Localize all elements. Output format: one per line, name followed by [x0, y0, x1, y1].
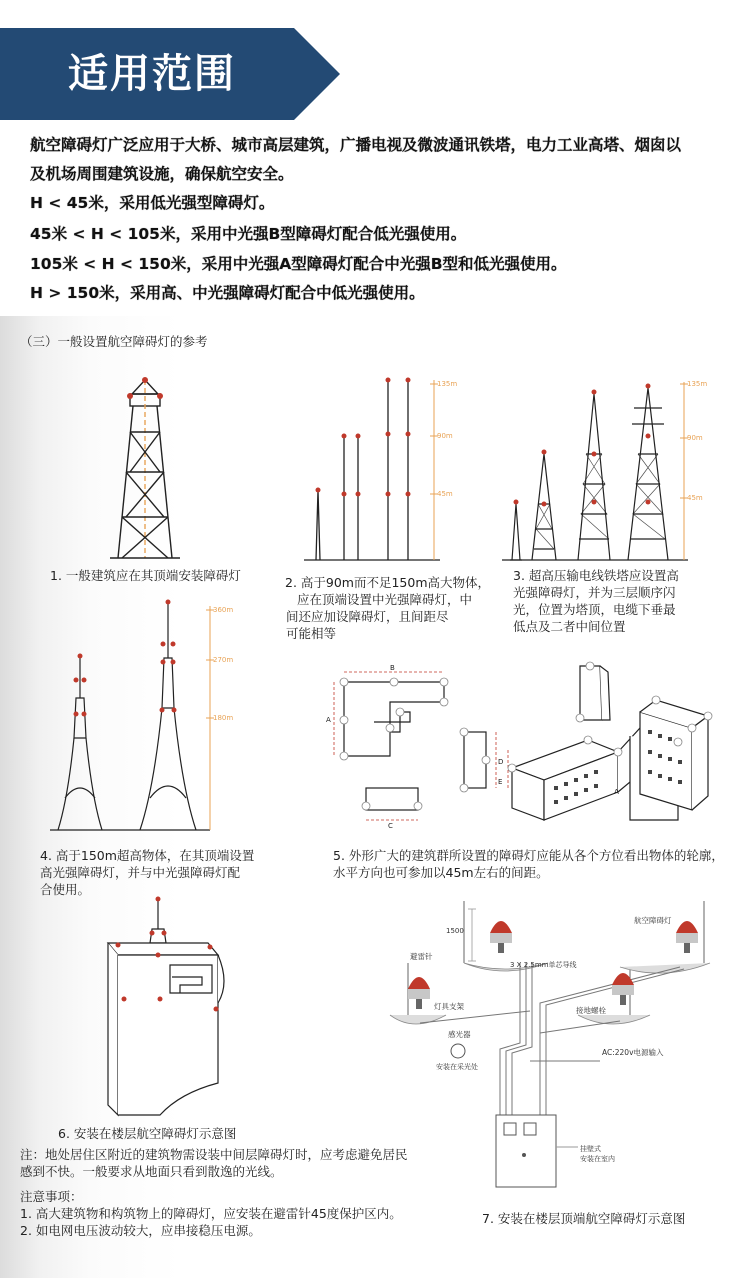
figure-4-tv-towers	[50, 598, 234, 834]
f5-dim-b: B	[390, 664, 395, 672]
figure-4-caption-l1: 4. 高于150m超高物体，在其顶端设置	[40, 848, 255, 863]
f3-height-45: 45m	[687, 494, 703, 502]
f3-height-135: 135m	[687, 380, 708, 388]
figure-3-caption-l1: 3. 超高压输电线铁塔应设置高	[513, 568, 679, 583]
f3-height-90: 90m	[687, 434, 703, 442]
f7-box-label-1: 挂壁式	[580, 1145, 601, 1153]
f4-height-360: 360m	[213, 606, 234, 614]
figure-7-rooftop-wiring	[380, 893, 730, 1195]
f5-dim-c: C	[388, 822, 393, 830]
figure-4-caption-l2: 高光强障碍灯，并与中光强障碍灯配	[40, 865, 241, 880]
note-line-2: 感到不快。一般要求从地面只看到散逸的光线。	[20, 1164, 283, 1179]
f5-dim-a: A	[326, 716, 331, 724]
figure-2-tall-structures	[300, 374, 470, 564]
figure-2-caption-l1: 2. 高于90m而不足150m高大物体，	[285, 575, 491, 590]
f7-ground-label: 接地螺栓	[576, 1006, 606, 1015]
f7-power-label: AC:220v电源输入	[602, 1048, 664, 1057]
notes-heading: 注意事项：	[20, 1189, 83, 1204]
section-title: （三）一般设置航空障碍灯的参考	[20, 334, 208, 349]
figure-2-caption-l4: 可能相等	[286, 626, 337, 641]
f2-height-45: 45m	[437, 490, 453, 498]
height-rule-2: 45米 < H < 105米，采用中光强B型障碍灯配合低光强使用。	[30, 225, 467, 243]
f4-height-270: 270m	[213, 656, 234, 664]
figure-7-caption: 7. 安装在楼层顶端航空障碍灯示意图	[482, 1211, 686, 1226]
f7-sensor-label: 感光器	[448, 1030, 471, 1039]
notes-item-2: 2. 如电网电压波动较大，应串接稳压电源。	[20, 1223, 261, 1238]
figure-2-caption-l2: 应在顶端设置中光强障碍灯，中	[297, 592, 473, 607]
f2-height-135: 135m	[437, 380, 458, 388]
f7-bracket-label: 灯具支架	[434, 1002, 464, 1011]
intro-line-2: 及机场周围建筑设施，确保航空安全。	[30, 165, 294, 183]
f7-lamp-label: 航空障碍灯	[634, 916, 672, 925]
height-rule-4: H > 150米，采用高、中光强障碍灯配合中低光强使用。	[30, 284, 425, 302]
intro-line-1: 航空障碍灯广泛应用于大桥、城市高层建筑，广播电视及微波通讯铁塔，电力工业高塔、烟囱以	[30, 136, 682, 154]
page-title: 适用范围	[68, 51, 236, 97]
f5-dim-e: E	[498, 778, 503, 786]
figure-3-caption-l3: 光，位置为塔顶，电缆下垂最	[513, 602, 676, 617]
f5-dim-d: D	[498, 758, 504, 766]
figure-3-transmission-towers	[498, 374, 718, 564]
note-line-1: 注：地处居住区附近的建筑物需设装中间层障碍灯时，应考虑避免居民	[20, 1147, 408, 1162]
height-rule-3: 105米 < H < 150米，采用中光强A型障碍灯配合中光强B型和低光强使用。	[30, 255, 567, 273]
f4-height-180: 180m	[213, 714, 234, 722]
figure-4-caption-l3: 合使用。	[40, 882, 91, 897]
f7-box-label-2: 安装在室内	[580, 1155, 615, 1163]
notes-item-1: 1. 高大建筑物和构筑物上的障碍灯，应安装在避雷针45度保护区内。	[20, 1206, 402, 1221]
figure-6-floor-lights	[100, 893, 240, 1123]
figure-3-caption-l2: 光强障碍灯，并为三层顺序闪	[513, 585, 676, 600]
f7-height: 1500	[446, 927, 464, 935]
f7-wire-label: 3 X 2.5mm单芯导线	[510, 961, 577, 969]
figure-5-caption-l1: 5. 外形广大的建筑群所设置的障碍灯应能从各个方位看出物体的轮廓，	[333, 848, 724, 863]
figure-2-caption-l3: 间还应加设障碍灯，且间距尽	[286, 609, 449, 624]
f2-height-90: 90m	[437, 432, 453, 440]
figure-6-caption: 6. 安装在楼层航空障碍灯示意图	[58, 1126, 237, 1141]
figure-5-building-group	[318, 660, 738, 830]
figure-1-caption: 1. 一般建筑应在其顶端安装障碍灯	[50, 568, 241, 583]
figure-3-caption-l4: 低点及二者中间位置	[513, 619, 626, 634]
f7-rod-label: 避雷针	[410, 952, 433, 961]
height-rule-1: H < 45米，采用低光强型障碍灯。	[30, 194, 275, 212]
f7-sensor-position: 安装在采光处	[436, 1063, 478, 1071]
figure-5-caption-l2: 水平方向也可参加以45m左右的间距。	[333, 865, 549, 880]
f5-dim-a-3d: A	[614, 788, 619, 796]
figure-1-water-tower	[100, 372, 190, 562]
